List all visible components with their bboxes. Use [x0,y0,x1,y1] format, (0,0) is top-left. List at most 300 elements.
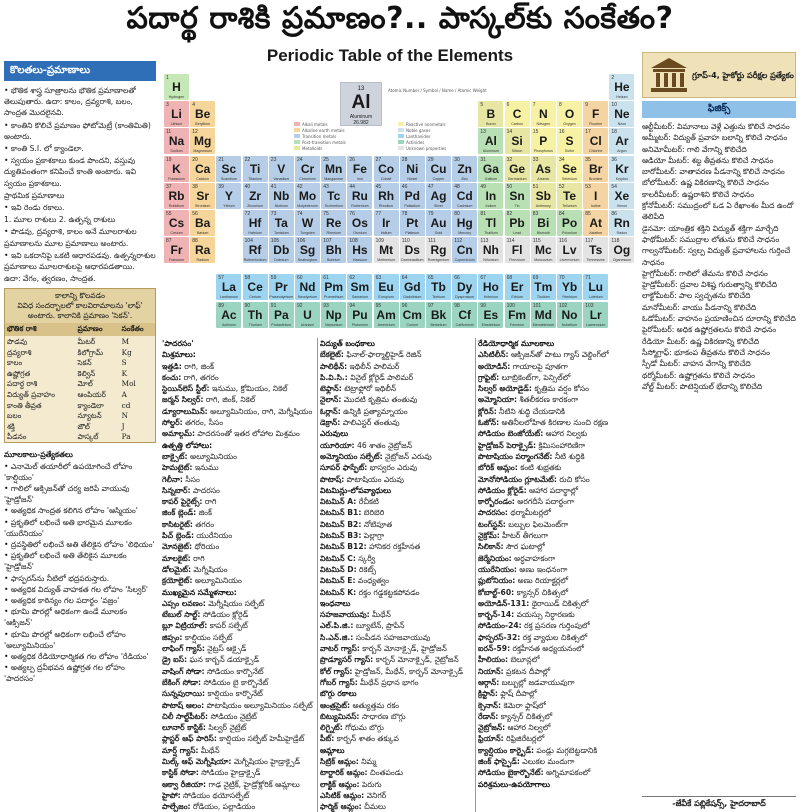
element-symbol: Ag [430,188,447,203]
element-symbol: Th [247,307,263,322]
units-cell: బలం [7,411,22,421]
text-line: ముఖ్యమైన సమ్మేళనాలు: [162,587,237,597]
element-cell-zr [243,183,268,209]
element-symbol: Ru [351,188,368,203]
text-line: అయోడిన్-131: థైరాయిడ్ చికిత్సలో [478,598,589,608]
element-cell-ti [243,156,268,182]
element-name: Aluminum [482,149,499,154]
text-line: పొటాష్ ఆలం: పొటాషియం అల్యూమినియం సల్ఫేట్ [162,700,313,710]
atomic-number: 11 [166,129,172,136]
left-paragraph: 1. మూల రాశులు 2. ఉత్పన్న రాశులు [4,215,116,225]
element-cell-te [557,183,582,209]
atomic-number: 27 [375,156,382,163]
units-cell: కాంతి తీవ్రత [7,400,42,410]
exam-label: గ్రూప్-4, హైకోర్టు పరీక్షల ప్రత్యేకం [692,70,794,80]
element-name: Osmium [353,231,367,235]
text-line: పొటాషియం పర్మాంగనేట్: నీటి శుద్ధికి [478,451,585,461]
element-name: Technetium [324,203,343,208]
element-cell-th [243,302,268,328]
element-name: Nihonium [483,258,499,263]
atomic-number: 57 [218,275,224,282]
element-symbol: Ra [195,243,211,258]
element-name: Dysprosium [455,295,475,300]
legend-label: Noble gases [406,128,431,133]
atomic-number: 25 [323,156,329,163]
element-symbol: Cm [402,307,422,322]
element-cell-co [374,156,399,182]
text-line: ఎసిటిలీన్: ఆక్సిజన్‌తో పాటు గ్యాస్ వెల్డింగ్‌లో [478,350,609,360]
text-line: విటమిన్ B12: హానికర రక్తహీనత [320,542,421,552]
text-line: మిశ్రమాలు: [162,350,196,360]
element-symbol: Al [484,134,497,149]
atomic-number: 15 [532,129,539,136]
element-symbol: Db [273,243,290,258]
legend-label: Lanthanides [406,134,431,139]
middle-column-2 [320,338,474,812]
element-name: Gadolinium [403,295,422,300]
element-symbol: Bh [325,243,342,258]
atomic-number: 77 [375,211,382,217]
legend-entry [294,122,328,127]
units-cell: ద్రవ్యరాశి [7,347,32,357]
element-symbol: La [221,280,236,295]
text-line: కోల్ గ్యాస్: హైడ్రోజన్, మీథేన్, కార్బన్ మోనాక్సైడ్ [320,666,464,676]
element-cell-se [557,156,582,182]
text-line: వాటర్ గ్యాస్: కార్బన్ మోనాక్సైడ్, హైడ్రోజన్ [320,644,447,654]
element-name: Manganese [324,176,344,181]
element-name: Darmstadtium [401,258,424,263]
element-symbol: At [589,216,603,230]
element-name: Scandium [220,176,237,181]
element-cell-ca [190,156,215,182]
element-fact: • ఎనామెల్ తయారీలో ఉపయోగించే లోహం 'కాల్షియం' [4,461,133,482]
instrument-entry: థర్మోమీటర్: ఉష్ణోగ్రతను కొలిచే సాధనం [642,370,756,380]
atomic-number: 72 [244,211,251,217]
element-cell-c [505,101,530,127]
element-cell-y [216,183,241,209]
element-name: Californium [455,322,474,327]
element-symbol: Te [562,188,577,203]
text-line: స్టెయిన్‌లెస్ స్టీల్: ఇనుము, క్రోమియం, నికెల్ [162,384,288,394]
element-cell-kr [609,156,634,182]
element-symbol: Md [534,307,552,322]
instrument-entry: ఫాథోమీటర్: సముద్రాల లోతును కొలిచే సాధనం [642,234,780,244]
text-line: ఫాస్ఫరస్-32: రక్త వ్యాధుల చికిత్సలో [478,632,588,642]
element-cell-rf [243,237,268,263]
text-line: పాదరసం: థర్మామీటర్లలో [478,508,551,518]
element-name: Nickel [407,176,418,181]
element-name: Curium [406,322,419,327]
text-line: మార్ష్ గ్యాస్: మీథేన్ [162,745,220,755]
atomic-number: 3 [166,102,169,109]
atomic-number: 113 [480,238,489,245]
element-name: Krypton [615,176,629,181]
element-name: Magnesium [193,149,212,154]
element-name: Hydrogen [168,95,185,99]
text-line: హైపో: సోడియం థయోసల్ఫేట్ [162,790,250,800]
left-body [0,85,160,284]
legend-swatch [398,128,404,132]
instrument-entry: అమ్మీటర్: విద్యుత్ ప్రవాహ బలాన్ని కొలిచే సాధనం [642,133,788,143]
element-name: Flerovium [509,258,525,263]
element-symbol: Se [562,161,577,176]
element-fact: • అత్యల్ప ద్రవీభవన ఉష్ణోగ్రత గల లోహం 'పాదరసం' [4,663,125,684]
text-line: టేబుల్ సాల్ట్: సోడియం క్లోరైడ్ [162,610,249,620]
element-symbol: Pa [273,307,289,322]
element-symbol: Kr [615,161,629,176]
atomic-number: 79 [428,211,434,217]
element-cell-sg [295,237,320,263]
legend-entry [398,128,430,133]
element-symbol: I [594,188,598,203]
element-cell-ts [583,237,608,263]
atomic-number: 28 [401,156,408,163]
element-symbol: Ne [614,107,630,122]
element-name: Fermium [510,322,525,327]
element-cell-hf [243,210,268,236]
atomic-number: 84 [559,211,565,217]
element-cell-rb [164,183,189,209]
text-line: పాల్పేజం: రోడియం, పల్లాడియం [162,802,256,812]
element-symbol: Ba [195,216,211,230]
element-symbol: Li [171,107,182,122]
atomic-number: 106 [297,238,306,245]
element-symbol: N [538,107,548,122]
element-name: Radon [616,231,628,235]
element-name: Indium [485,203,497,208]
column-divider [317,338,318,812]
legend-entry [398,122,446,127]
element-cell-np [321,302,346,328]
element-name: Rhodium [378,203,394,208]
text-line: క్సెనాన్: కెమెరా ఫ్లాష్‌లో [478,700,546,710]
element-name: Ytterbium [561,295,578,300]
atomic-number: 87 [166,238,172,245]
key-number: 13 [357,86,365,92]
text-line: బాక్సైట్: అల్యూమినియం [162,451,237,461]
atomic-number: 75 [323,211,329,217]
element-symbol: Ar [615,134,629,149]
element-cell-zn [452,156,477,182]
text-line: ఇత్తడి: రాగి, జింక్ [162,361,214,371]
element-symbol: Ho [482,280,499,295]
element-name: Protactinium [271,322,292,327]
element-name: Gallium [484,176,497,181]
atomic-number: 42 [297,183,303,190]
units-cell: న్యూటన్ [77,411,102,421]
atomic-number: 92 [297,302,303,309]
periodic-table [162,66,636,336]
element-name: Bromine [588,176,603,181]
element-name: Palladium [404,203,421,208]
element-symbol: Fe [352,161,367,176]
element-symbol: Fm [508,307,527,322]
text-line: ఆమ్లాలు [320,745,345,755]
instrument-entry: లాక్టోమీటర్: పాల స్వచ్ఛతను కొలిచేది [642,291,751,301]
element-symbol: Br [589,161,603,176]
element-symbol: Lu [588,280,604,295]
element-symbol: Zr [249,188,262,203]
element-name: Copernicium [454,258,475,263]
text-line: సిల్వర్ అయోడైడ్: కృత్రిమ వర్షం కోసం [478,384,589,394]
element-cell-ds [400,237,425,263]
atomic-number: 55 [166,211,172,217]
element-name: Oganesson [612,258,632,263]
element-name: Mercury [458,231,472,235]
atomic-number: 104 [244,238,253,245]
element-name: Calcium [196,176,210,181]
text-line: చిలీ సాల్ట్‌పీటర్: సోడియం నైట్రేట్ [162,711,257,721]
instrument-entry: కాలరీమీటర్: ఉష్ణరాశిని కొలిచే సాధనం [642,189,755,199]
element-cell-ne [609,101,634,127]
element-name: Promethium [324,295,344,300]
element-fact: • ద్రవస్థితిలో లభించే అతి తేలికైన లోహం 'లిథియం' [4,540,155,550]
element-cell-al [478,128,503,154]
atomic-number: 36 [611,156,617,163]
element-symbol: Sm [350,280,370,295]
element-name: Actinium [222,322,236,327]
element-cell-sm [347,274,372,300]
publisher-credit: -జేవీకే పబ్లికేషన్స్, హైదరాబాద్ [642,796,796,812]
element-name: Astatine [589,231,603,235]
text-line: టార్టారిక్ ఆమ్లం: చింతపండు [320,768,403,778]
units-cell: పొడవు [7,337,28,347]
atomic-number: 38 [192,183,198,190]
element-cell-fe [347,156,372,182]
text-line: పొటాష్: పొటాషియం ఎరువు [320,474,405,484]
element-fact: • అత్యధిక రేడియోధార్మికత గల లోహం 'రేడియం' [4,652,149,662]
element-name: Nitrogen [536,122,551,127]
building-icon [647,55,691,95]
element-cell-o [557,101,582,127]
units-cell: S [121,358,127,368]
element-name: Thulium [536,295,550,300]
element-name: Tantalum [274,231,289,235]
atomic-number: 100 [506,302,515,309]
atomic-number: 10 [611,102,617,109]
units-cell: క్యాండెలా [77,400,104,410]
text-line: టంగ్‌స్టన్: బల్బుల ఫిలమెంట్‌గా [478,519,569,529]
left-paragraph: • కాంతిని కొలిచే ప్రమాణం ఫోటోమెట్రీ (కాంతిమితి) అంటారు. [4,120,151,141]
element-cell-tm [531,274,556,300]
instrument-entry: హైడ్రోమీటర్: ద్రవాల విశిష్ట గురుత్వాన్ని కొలిచేది [642,280,778,290]
element-cell-u [295,302,320,328]
element-cell-tc [321,183,346,209]
element-cell-eu [374,274,399,300]
atomic-number: 34 [559,156,565,163]
atomic-number: 96 [401,302,408,309]
text-line: విటమిన్ E: వంధ్యత్వం [320,576,389,586]
element-name: Chromium [299,176,316,181]
legend-swatch [294,140,300,144]
atomic-number: 20 [192,156,198,163]
element-symbol: Sb [535,188,551,203]
element-symbol: Tm [534,280,553,295]
text-line: జర్మన్ సిల్వర్: రాగి, జింక్, నికెల్ [162,395,256,405]
atomic-number: 44 [349,183,355,190]
element-cell-cr [295,156,320,182]
element-symbol: Na [168,134,185,149]
atomic-number: 90 [244,302,251,309]
text-line: ఎసిటిక్ ఆమ్లం: వెనిగర్ [320,790,387,800]
element-fact: • అత్యధిక కాఠిన్యం గల పదార్థం 'వజ్రం' [4,596,120,606]
atomic-number: 39 [218,183,224,190]
text-line: సహజవాయువు: మీథేన్ [320,610,391,620]
left-paragraph: • ఇవి ఒకదానిపై ఒకటి ఆధారపడవు. ఉత్పన్నరాశుల ప్రమాణాలు మూలరాశులపై ఆధారపడతాయి. [4,250,156,272]
element-cell-re [321,210,346,236]
atomic-number: 9 [585,102,588,109]
units-column-header: ప్రమాణం [76,323,120,336]
text-line: కార్బోరండం: అరగదీసే పదార్థంగా [478,497,575,507]
element-symbol: Pb [509,216,525,230]
atomic-number: 61 [323,275,329,282]
atomic-number: 82 [506,211,513,217]
headline: పదార్థ రాశికి ప్రమాణం?.. పాస్కల్‌కు సంకేతం? [126,1,674,36]
units-cell: కిలోగ్రామ్ [77,347,104,357]
atomic-number: 52 [559,183,565,190]
units-cell: జౌల్ [77,421,90,431]
text-line: కాసిటరైట్: తగరం [162,519,215,529]
text-line: ప్రొడ్యూసర్ గ్యాస్: కార్బన్ మోనాక్సైడ్, నైట్రోజన్ [320,655,459,665]
text-line: క్రిప్టాన్: ఫ్లాష్ దీపాల్లో [478,689,537,699]
text-line: ఫార్మిక్ ఆమ్లం: చీమలు [320,802,386,812]
atomic-number: 95 [375,302,382,309]
element-cell-lv [557,237,582,263]
atomic-number: 26 [349,156,355,163]
element-cell-dy [452,274,477,300]
units-cell: ఆంపియర్ [77,390,106,400]
elements-facts-title: మూలకాలు-ప్రత్యేకతలు [4,450,73,460]
legend-swatch [294,134,300,138]
element-cell-bk [426,302,451,328]
atomic-number: 97 [428,302,434,309]
element-cell-og [609,237,634,263]
atomic-number: 4 [192,102,195,109]
middle-column-1 [162,338,316,812]
atomic-number: 48 [454,183,460,190]
atomic-number: 31 [480,156,486,163]
element-fact: • ప్రకృతిలో లభించే అతి తేలికైన మూలకం 'హైడ్రోజన్' [4,551,127,572]
element-fact: • ప్రకృతిలో లభించే అతి భారమైన మూలకం 'యురేనియం' [4,517,132,538]
atomic-number: 93 [323,302,329,309]
atomic-number: 14 [506,129,513,136]
key-weight: 26.982 [353,120,369,126]
units-box-title: కాలాన్ని కొలవడం వివిధ సందర్భాలలో కాలవిరామాలను 'లాఫ్' అంటారు. కాలానికి ప్రమాణం 'సెకన్‌'. [5,289,155,323]
key-name: Aluminum [349,114,373,120]
element-name: Germanium [507,176,527,181]
element-symbol: Rn [613,216,630,230]
text-line: గెలీనా: సీసం [162,474,200,484]
element-cell-lr [583,302,608,328]
atomic-number: 13 [480,129,486,136]
element-symbol: H [172,80,181,94]
element-name: Beryllium [195,122,211,127]
element-name: Fluorine [589,122,603,127]
instrument-entry: ఆల్టీమీటర్: విమానాలు వెళ్లే ఎత్తును కొలిచే సాధనం [642,122,790,131]
element-symbol: Dy [457,280,473,295]
element-symbol: Cn [456,243,473,258]
element-symbol: Cu [430,161,447,176]
element-symbol: C [512,107,522,122]
atomic-number: 22 [244,156,251,163]
element-name: Bohrium [326,258,341,263]
element-symbol: K [172,161,181,176]
text-line: సిట్రిక్ ఆమ్లం: నిమ్మ [320,756,377,766]
element-name: Iridium [380,231,392,235]
text-line: బిట్యుమినస్: సాధారణ బొగ్గు [320,711,406,721]
key-symbol: Al [351,92,371,113]
element-cell-mt [374,237,399,263]
element-cell-ra [190,237,215,263]
element-symbol: Nh [482,243,499,258]
element-name: Ruthenium [351,203,369,208]
units-row [5,368,155,379]
text-line: సోడియం బెంజోయేట్: ఆహార నిల్వకు [478,429,588,439]
atomic-number: 98 [454,302,460,309]
element-symbol: Lv [562,243,577,258]
atomic-number: 67 [480,275,486,282]
element-name: Tungsten [300,231,315,235]
instrument-entry: ఓడోమీటర్: వాహనం ప్రయాణించిన దూరాన్ని కొలిచేది [642,314,796,324]
element-symbol: Os [351,216,368,230]
units-cell: Pa [121,432,131,442]
element-name: Silicon [511,149,523,154]
legend-label: Reactive nonmetals [406,122,446,127]
element-name: Rutherfordium [243,258,267,263]
text-line: నైలాన్: మొదటి కృత్రిమ తంతువు [320,395,418,405]
element-cell-ho [478,274,503,300]
atomic-number: 86 [611,211,617,217]
atomic-number: 70 [559,275,565,282]
text-line: ప్లాస్టర్ ఆఫ్ పారిస్: కాల్షియం సల్ఫేట్ హెమీహైడ్రేట్ [162,734,305,744]
element-cell-bh [321,237,346,263]
element-name: Xenon [616,203,628,208]
text-line: వాషింగ్ సోడా: సోడియం కార్బొనేట్ [162,666,264,676]
element-name: Bismuth [536,231,550,235]
atomic-number: 51 [532,183,539,190]
element-symbol: Pm [324,280,344,295]
text-line: పిచ్ బ్లెండ్: యురేనియం [162,531,233,541]
element-symbol: Hg [456,216,473,230]
text-line: పరిశ్రమలు-ఉపయోగాలు [478,779,550,789]
text-line: అయోడిన్: గాయాలపై పూతగా [478,361,568,371]
element-cell-db [269,237,294,263]
units-row [5,336,155,347]
element-symbol: Ce [247,280,263,295]
element-symbol: Sr [196,188,210,203]
element-name: Vanadium [273,176,290,181]
text-line: సోల్డర్: తగరం, సీసం [162,418,224,428]
element-symbol: Hf [248,216,262,230]
element-name: Sodium [170,149,183,154]
text-line: నైక్రోమ్: హీటర్ తీగలుగా [478,531,549,541]
element-symbol: Ga [482,161,499,176]
element-cell-bi [531,210,556,236]
units-cell: కాలం [7,358,23,368]
element-cell-cd [452,183,477,209]
legend-entry [294,140,346,145]
element-symbol: Cs [168,216,185,230]
element-cell-tl [478,210,503,236]
atomic-number: 17 [585,129,591,136]
element-cell-ba [190,210,215,236]
element-cell-lu [583,274,608,300]
text-line: ఆర్గాన్: బల్బుల్లో జడవాయువుగా [478,677,575,687]
atomic-number: 109 [375,238,384,245]
element-symbol: Bk [430,307,447,322]
legend-entry [294,128,345,133]
element-symbol: Cl [589,134,602,149]
